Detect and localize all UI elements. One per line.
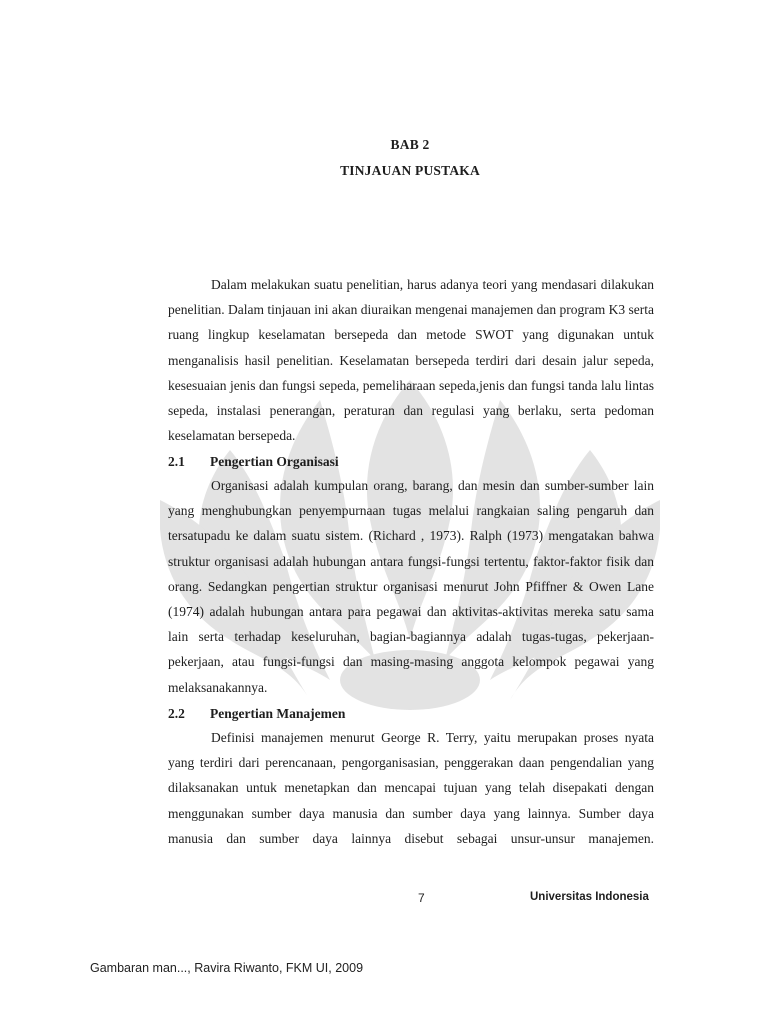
document-caption: Gambaran man..., Ravira Riwanto, FKM UI, 2009 [90,961,364,975]
section-heading-manajemen [168,706,345,722]
chapter-label: BAB 2 [390,137,430,152]
footer-institution: Universitas Indonesia [530,891,649,903]
section-body-manajemen [168,725,654,851]
section-text: Organisasi adalah kumpulan orang, barang, dan mesin dan sumber-sumber lain yang menghubungkan penyempurnaan tugas melalui rangkaian saling pengaruh dan tersatupadu ke dalam suatu sistem. (Richard , 1973). Ralph (1973) mengatakan bahwa struktur organisasi adalah hubungan antara fungsi-fungsi tertentu, faktor-faktor fisik dan orang. Sedangkan pengertian struktur organisasi menurut John Pfiffner & Owen Lane (1974) adalah hubungan antara para pegawai dan aktivitas-aktivitas mereka satu sama lain serta terhadap keseluruhan, bagian-bagiannya adalah tugas-tugas, pekerjaan-pekerjaan, atau fungsi-fungsi dan masing-masing anggota kelompok pegawai yang melaksanakannya. [168,478,654,695]
section-heading-organisasi [168,454,339,470]
section-text: Definisi manajemen menurut George R. Terry, yaitu merupakan proses nyata yang terdiri dari perencanaan, pengorganisasian, penggerakan daan pengendalian yang dilaksanakan untuk menetapkan dan mencapai tujuan yang telah disepakati dengan menggunakan sumber daya manusia dan sumber daya yang lainnya. Sumber daya manusia dan sumber daya lainnya disebut sebagai unsur-unsur manajemen. [168,730,654,846]
intro-paragraph [168,272,654,448]
section-number: 2.1 [168,454,185,469]
page-number: 7 [418,891,425,905]
section-number: 2.2 [168,706,185,721]
section-title: Pengertian Manajemen [210,706,346,721]
chapter-title: TINJAUAN PUSTAKA [340,163,480,178]
intro-text: Dalam melakukan suatu penelitian, harus adanya teori yang mendasari dilakukan penelitian. Dalam tinjauan ini akan diuraikan mengenai manajemen dan program K3 serta ruang lingkup keselamatan bersepeda dan metode SWOT yang digunakan untuk menganalisis hasil penelitian. Keselamatan bersepeda terdiri dari desain jalur sepeda, kesesuaian jenis dan fungsi sepeda, pemeliharaan sepeda,jenis dan fungsi tanda lalu lintas sepeda, instalasi penerangan, peraturan dan regulasi yang berlaku, serta pedoman keselamatan bersepeda. [168,277,654,444]
section-body-organisasi [168,473,654,700]
section-title: Pengertian Organisasi [210,454,339,469]
